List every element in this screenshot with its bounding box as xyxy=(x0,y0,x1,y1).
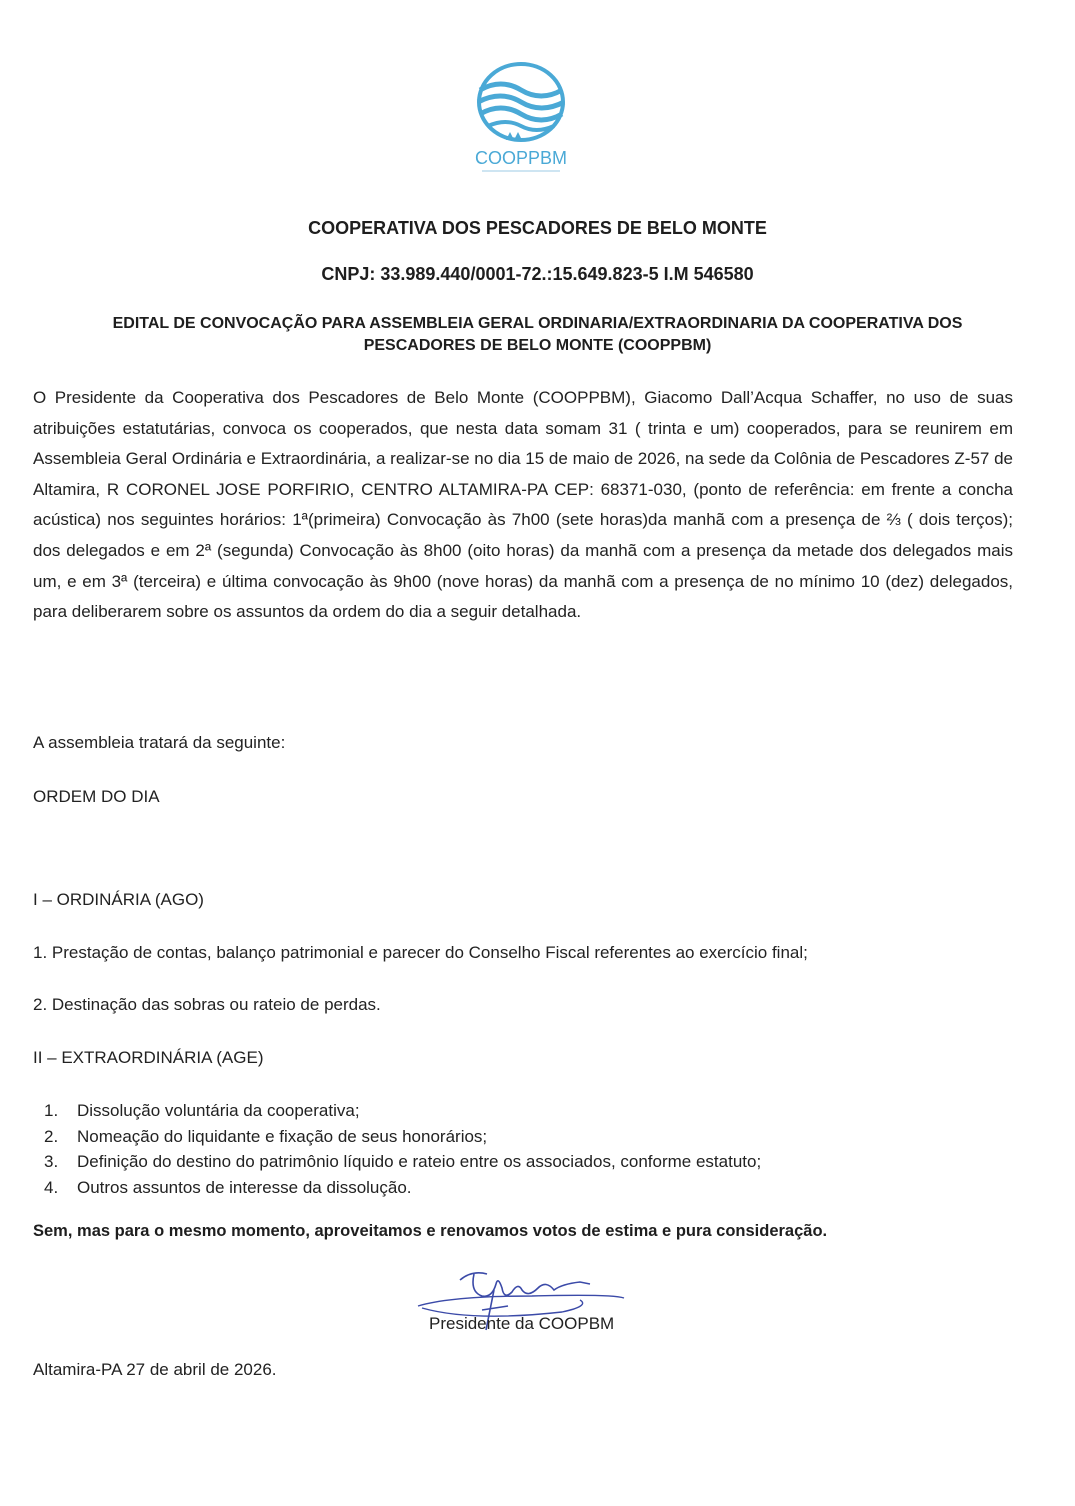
list-item xyxy=(44,1175,761,1201)
list-text: Definição do destino do patrimônio líquido e rateio entre os associados, conforme estatuto; xyxy=(77,1152,762,1171)
ordinaria-item: 1. Prestação de contas, balanço patrimonial e parecer do Conselho Fiscal referentes ao exercício final; xyxy=(33,943,808,962)
edital-title: EDITAL DE CONVOCAÇÃO PARA ASSEMBLEIA GERAL ORDINARIA/EXTRAORDINARIA DA COOPERATIVA DOS PESCADORES DE BELO MONTE (COOPPBM) xyxy=(112,315,963,354)
cooperative-title: COOPERATIVA DOS PESCADORES DE BELO MONTE xyxy=(308,218,767,238)
list-text: Outros assuntos de interesse da dissolução. xyxy=(77,1177,412,1197)
extraordinaria-list xyxy=(44,1098,761,1200)
list-item xyxy=(44,1124,761,1150)
list-number: 3. xyxy=(44,1152,59,1171)
closing-statement: Sem, mas para o mesmo momento, aproveitamos e renovamos votos de estima e pura consideração. xyxy=(33,1222,828,1240)
list-number: 2. xyxy=(44,1126,59,1146)
fish-waves-logo-icon xyxy=(466,60,576,175)
list-text: Nomeação do liquidante e fixação de seus honorários; xyxy=(77,1126,488,1146)
ordinaria-heading: I – ORDINÁRIA (AGO) xyxy=(33,890,204,909)
cooperative-logo xyxy=(466,60,576,175)
cnpj-line: CNPJ: 33.989.440/0001-72.:15.649.823-5 I.M 546580 xyxy=(321,264,754,284)
extraordinaria-heading: II – EXTRAORDINÁRIA (AGE) xyxy=(33,1048,264,1067)
intro-line: A assembleia tratará da seguinte: xyxy=(33,733,286,752)
list-number: 4. xyxy=(44,1177,59,1197)
list-item xyxy=(44,1098,761,1124)
ordinaria-item: 2. Destinação das sobras ou rateio de perdas. xyxy=(33,995,381,1014)
list-text: Dissolução voluntária da cooperativa; xyxy=(77,1101,360,1120)
ordem-heading: ORDEM DO DIA xyxy=(33,787,160,806)
document-date: Altamira-PA 27 de abril de 2026. xyxy=(33,1360,277,1379)
list-number: 1. xyxy=(44,1101,59,1120)
signature-label: Presidente da COOPBM xyxy=(429,1314,615,1333)
list-item xyxy=(44,1149,761,1175)
logo-text: COOPPBM xyxy=(474,148,568,168)
convocation-paragraph: O Presidente da Cooperativa dos Pescadores de Belo Monte (COOPPBM), Giacomo Dall’Acqua Schaffer, no uso de suas atribuições estatutárias, convoca os cooperados, que nesta data somam 31 ( trinta e um) cooperados, para se reunirem em Assembleia Geral Ordinária e Extraordinária, a realizar-se no dia 15 de maio de 2026, na sede da Colônia de Pescadores Z-57 de Altamira, R CORONEL JOSE PORFIRIO, CENTRO ALTAMIRA-PA CEP: 68371-030, (ponto de referência: em frente a concha acústica) nos seguintes horários: 1ª(primeira) Convocação às 7h00 (sete horas)da manhã com a presença de ⅔ ( dois terços); dos delegados e em 2ª (segunda) Convocação às 8h00 (oito horas) da manhã com a presença da metade dos delegados mais um, e em 3ª (terceira) e última convocação às 9h00 (nove horas) da manhã com a presença de no mínimo 10 (dez) delegados, para deliberarem sobre os assuntos da ordem do dia a seguir detalhada. xyxy=(33,388,1013,622)
